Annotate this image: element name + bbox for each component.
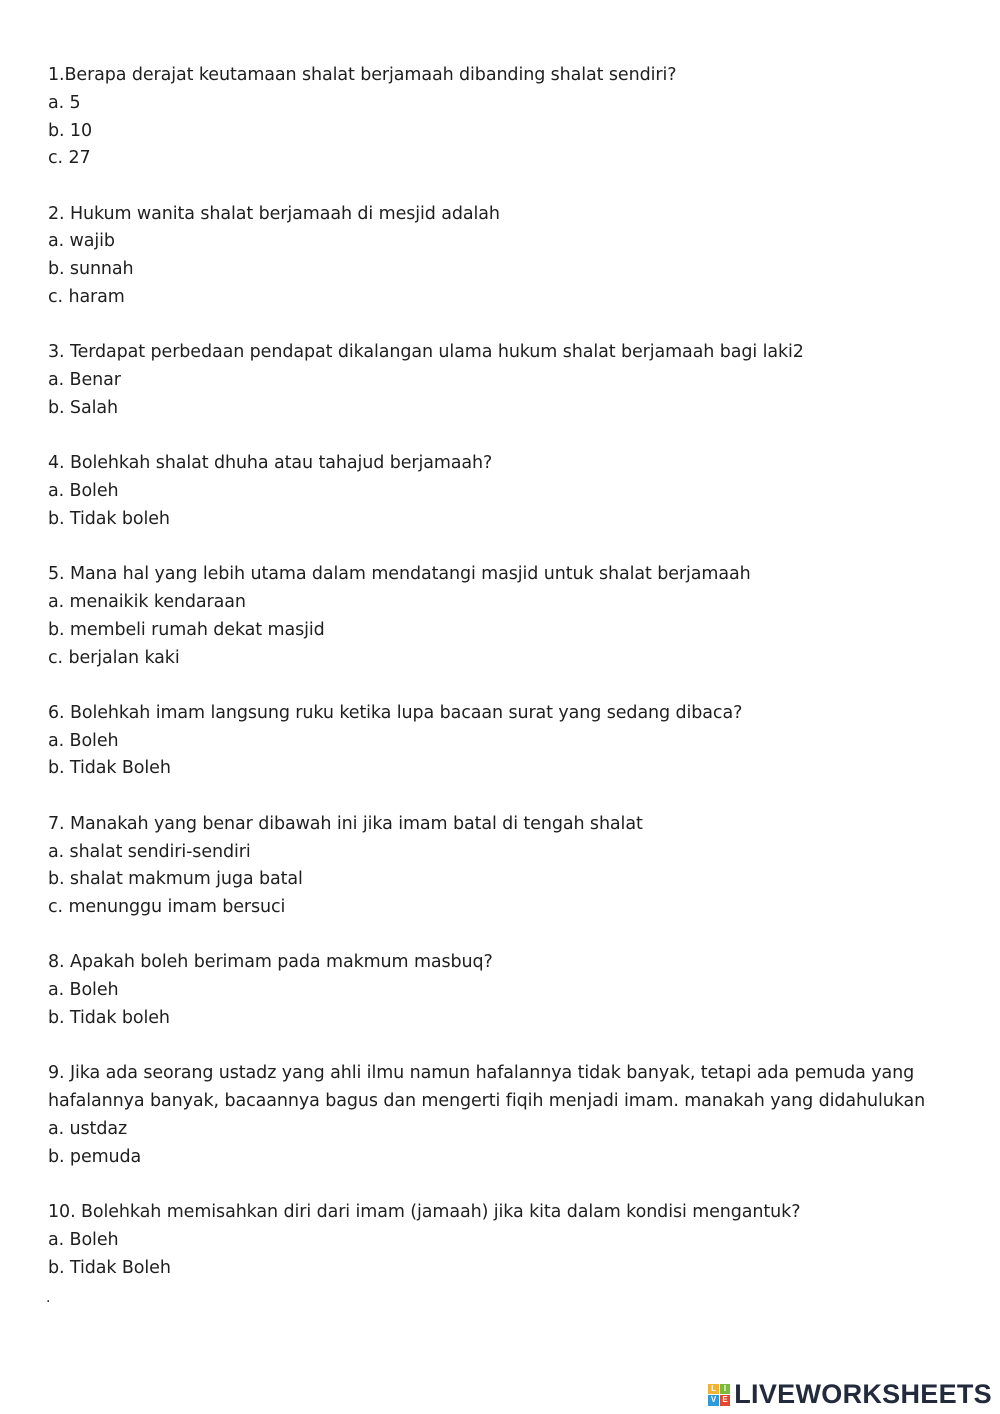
answer-option-b: b. Tidak boleh	[48, 1008, 170, 1029]
question-5	[48, 561, 978, 672]
logo-tile-e: E	[720, 1395, 731, 1406]
brand-name: LIVEWORKSHEETS	[734, 1379, 992, 1409]
answer-option-a: a. wajib	[48, 231, 115, 252]
question-text-continued: hafalannya banyak, bacaannya bagus dan mengerti fiqih menjadi imam. manakah yang didahulukan	[48, 1091, 926, 1112]
question-6	[48, 700, 978, 783]
liveworksheets-logo-icon	[708, 1384, 730, 1406]
answer-option-b: b. shalat makmum juga batal	[48, 869, 303, 890]
logo-tile-v: V	[708, 1395, 719, 1406]
question-text: 9. Jika ada seorang ustadz yang ahli ilmu namun hafalannya tidak banyak, tetapi ada pemuda yang	[48, 1063, 915, 1084]
question-4	[48, 450, 978, 533]
question-text: 3. Terdapat perbedaan pendapat dikalangan ulama hukum shalat berjamaah bagi laki2	[48, 342, 804, 363]
logo-tile-l: L	[708, 1384, 719, 1395]
answer-option-b: b. membeli rumah dekat masjid	[48, 619, 325, 640]
question-text: 10. Bolehkah memisahkan diri dari imam (jamaah) jika kita dalam kondisi mengantuk?	[48, 1202, 801, 1222]
question-10	[48, 1199, 978, 1282]
answer-option-b: b. Tidak Boleh	[48, 1257, 171, 1278]
trailing-dot: .	[46, 1290, 51, 1306]
answer-option-c: c. 27	[48, 148, 91, 169]
question-3	[48, 339, 978, 422]
question-text: 6. Bolehkah imam langsung ruku ketika lupa bacaan surat yang sedang dibaca?	[48, 702, 743, 723]
answer-option-b: b. Tidak boleh	[48, 508, 170, 529]
answer-option-a: a. ustdaz	[48, 1118, 128, 1139]
question-text: 1.Berapa derajat keutamaan shalat berjamaah dibanding shalat sendiri?	[48, 65, 677, 85]
answer-option-a: a. Boleh	[48, 1229, 119, 1250]
answer-option-a: a. Boleh	[48, 481, 119, 502]
question-text: 2. Hukum wanita shalat berjamaah di mesjid adalah	[48, 203, 500, 224]
answer-option-c: c. berjalan kaki	[48, 647, 180, 668]
question-9	[48, 1060, 978, 1171]
answer-option-a: a. shalat sendiri-sendiri	[48, 841, 251, 862]
answer-option-c: c. haram	[48, 287, 125, 308]
answer-option-b: b. 10	[48, 120, 93, 141]
answer-option-b: b. pemuda	[48, 1146, 142, 1167]
liveworksheets-branding	[708, 1381, 992, 1408]
worksheet-page	[48, 62, 978, 1310]
answer-option-b: b. Tidak Boleh	[48, 758, 171, 779]
answer-option-a: a. Benar	[48, 370, 121, 391]
answer-option-a: a. Boleh	[48, 730, 119, 751]
answer-option-b: b. sunnah	[48, 259, 134, 280]
question-1	[48, 62, 978, 173]
question-text: 5. Mana hal yang lebih utama dalam mendatangi masjid untuk shalat berjamaah	[48, 564, 751, 585]
answer-option-a: a. Boleh	[48, 980, 119, 1001]
question-text: 8. Apakah boleh berimam pada makmum masbuq?	[48, 952, 493, 973]
answer-option-c: c. menunggu imam bersuci	[48, 897, 286, 918]
logo-tile-i: I	[720, 1384, 731, 1395]
question-7	[48, 811, 978, 922]
answer-option-a: a. 5	[48, 92, 81, 113]
question-text: 4. Bolehkah shalat dhuha atau tahajud berjamaah?	[48, 453, 493, 474]
answer-option-a: a. menaikik kendaraan	[48, 591, 246, 612]
answer-option-b: b. Salah	[48, 397, 118, 418]
question-2	[48, 201, 978, 312]
question-8	[48, 949, 978, 1032]
question-text: 7. Manakah yang benar dibawah ini jika imam batal di tengah shalat	[48, 813, 643, 834]
